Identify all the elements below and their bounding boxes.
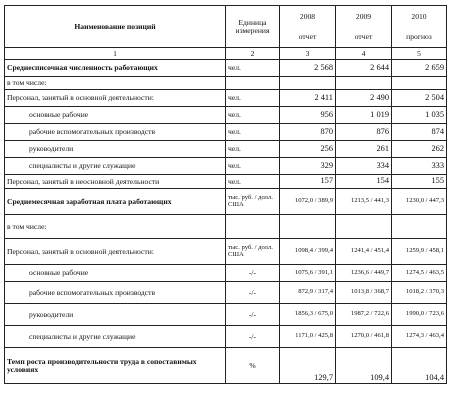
row-value: 2 644 xyxy=(336,60,392,77)
row-value xyxy=(280,77,336,90)
table-row xyxy=(5,141,447,158)
table-row xyxy=(5,90,447,107)
column-number: 3 xyxy=(280,48,336,60)
row-value: 870 xyxy=(280,124,336,141)
row-value: 2 490 xyxy=(336,90,392,107)
row-label: Персонал, занятый в основной деятельности: xyxy=(5,239,226,265)
row-label: руководители xyxy=(5,304,226,326)
column-number-row xyxy=(5,48,447,60)
row-label: рабочие вспомогательных производств xyxy=(5,124,226,141)
row-label: руководители xyxy=(5,141,226,158)
row-value: 155 xyxy=(392,175,447,189)
row-label: в том числе: xyxy=(5,77,226,90)
row-unit: чел. xyxy=(226,90,280,107)
row-unit: чел. xyxy=(226,107,280,124)
row-label: Персонал, занятый в неосновной деятельности xyxy=(5,175,226,189)
row-unit: -/- xyxy=(226,326,280,348)
row-value: 874 xyxy=(392,124,447,141)
year-label: 2008 xyxy=(299,11,316,21)
row-value xyxy=(280,215,336,239)
row-value: 1213,5 / 441,3 xyxy=(336,189,392,215)
row-label: Среднемесячная заработная плата работающих xyxy=(5,189,226,215)
row-value: 1274,3 / 463,4 xyxy=(392,326,447,348)
row-value: 956 xyxy=(280,107,336,124)
row-value: 1270,0 / 461,8 xyxy=(336,326,392,348)
row-value: 334 xyxy=(336,158,392,175)
row-value: 1236,6 / 449,7 xyxy=(336,265,392,282)
row-value: 1018,2 / 370,3 xyxy=(392,282,447,304)
year-label: 2009 xyxy=(355,11,372,21)
row-value: 157 xyxy=(280,175,336,189)
row-value: 154 xyxy=(336,175,392,189)
header-name: Наименование позиций xyxy=(5,6,226,48)
row-value: 329 xyxy=(280,158,336,175)
table-row xyxy=(5,60,447,77)
column-number: 4 xyxy=(336,48,392,60)
row-value: 1856,3 / 675,0 xyxy=(280,304,336,326)
row-value xyxy=(392,215,447,239)
row-value: 876 xyxy=(336,124,392,141)
table-row xyxy=(5,304,447,326)
table-row xyxy=(5,215,447,239)
column-number: 2 xyxy=(226,48,280,60)
table-row xyxy=(5,326,447,348)
header-year-2009 xyxy=(336,6,392,48)
row-unit: чел. xyxy=(226,124,280,141)
table-body xyxy=(5,60,447,384)
table-row xyxy=(5,348,447,384)
row-label: специалисты и другие служащие xyxy=(5,326,226,348)
table-row xyxy=(5,282,447,304)
row-unit: чел. xyxy=(226,60,280,77)
table-row xyxy=(5,124,447,141)
year-label: 2010 xyxy=(411,11,427,21)
table-row xyxy=(5,175,447,189)
row-unit: тыс. руб. / долл. США xyxy=(226,239,280,265)
row-unit: чел. xyxy=(226,175,280,189)
row-label: Темп роста производительности труда в сопоставимых условиях xyxy=(5,348,226,384)
row-unit: -/- xyxy=(226,265,280,282)
row-unit xyxy=(226,77,280,90)
header-unit: Единица измерения xyxy=(226,6,280,48)
row-unit: -/- xyxy=(226,304,280,326)
row-unit: -/- xyxy=(226,282,280,304)
row-label: Среднесписочная численность работающих xyxy=(5,60,226,77)
row-unit: % xyxy=(226,348,280,384)
table-row xyxy=(5,77,447,90)
row-value: 872,9 / 317,4 xyxy=(280,282,336,304)
row-unit: чел. xyxy=(226,158,280,175)
header-year-2010 xyxy=(392,6,447,48)
table-row xyxy=(5,189,447,215)
row-value: 256 xyxy=(280,141,336,158)
table-row xyxy=(5,158,447,175)
row-value: 129,7 xyxy=(280,348,336,384)
header-row xyxy=(5,6,447,48)
row-value: 1987,2 / 722,6 xyxy=(336,304,392,326)
row-value: 2 568 xyxy=(280,60,336,77)
table-row xyxy=(5,265,447,282)
column-number: 1 xyxy=(5,48,226,60)
row-value: 333 xyxy=(392,158,447,175)
row-value: 1072,0 / 389,9 xyxy=(280,189,336,215)
table-row xyxy=(5,239,447,265)
data-table xyxy=(4,5,447,384)
row-unit: тыс. руб. / долл. США xyxy=(226,189,280,215)
row-value xyxy=(336,77,392,90)
row-value: 1171,0 / 425,8 xyxy=(280,326,336,348)
row-value: 109,4 xyxy=(336,348,392,384)
row-label: рабочие вспомогательных производств xyxy=(5,282,226,304)
row-value: 1 019 xyxy=(336,107,392,124)
row-value: 104,4 xyxy=(392,348,447,384)
row-unit: чел. xyxy=(226,141,280,158)
header-year-2008 xyxy=(280,6,336,48)
row-value: 1990,0 / 723,6 xyxy=(392,304,447,326)
row-value: 1230,0 / 447,3 xyxy=(392,189,447,215)
row-value: 1075,6 / 391,1 xyxy=(280,265,336,282)
row-value: 2 411 xyxy=(280,90,336,107)
row-value: 2 504 xyxy=(392,90,447,107)
row-label: специалисты и другие служащие xyxy=(5,158,226,175)
row-value: 1013,8 / 368,7 xyxy=(336,282,392,304)
row-value xyxy=(336,215,392,239)
year-type: отчет xyxy=(298,31,317,41)
year-type: отчет xyxy=(354,31,373,41)
row-value: 262 xyxy=(392,141,447,158)
row-unit xyxy=(226,215,280,239)
year-type: прогноз xyxy=(406,31,432,41)
row-label: Персонал, занятый в основной деятельности: xyxy=(5,90,226,107)
row-value: 1 035 xyxy=(392,107,447,124)
row-label: основные рабочие xyxy=(5,107,226,124)
row-value xyxy=(392,77,447,90)
row-label: основные рабочие xyxy=(5,265,226,282)
row-value: 1259,9 / 458,1 xyxy=(392,239,447,265)
row-value: 261 xyxy=(336,141,392,158)
row-label: в том числе: xyxy=(5,215,226,239)
row-value: 1241,4 / 451,4 xyxy=(336,239,392,265)
row-value: 2 659 xyxy=(392,60,447,77)
table-row xyxy=(5,107,447,124)
column-number: 5 xyxy=(392,48,447,60)
row-value: 1274,5 / 463,5 xyxy=(392,265,447,282)
row-value: 1098,4 / 399,4 xyxy=(280,239,336,265)
